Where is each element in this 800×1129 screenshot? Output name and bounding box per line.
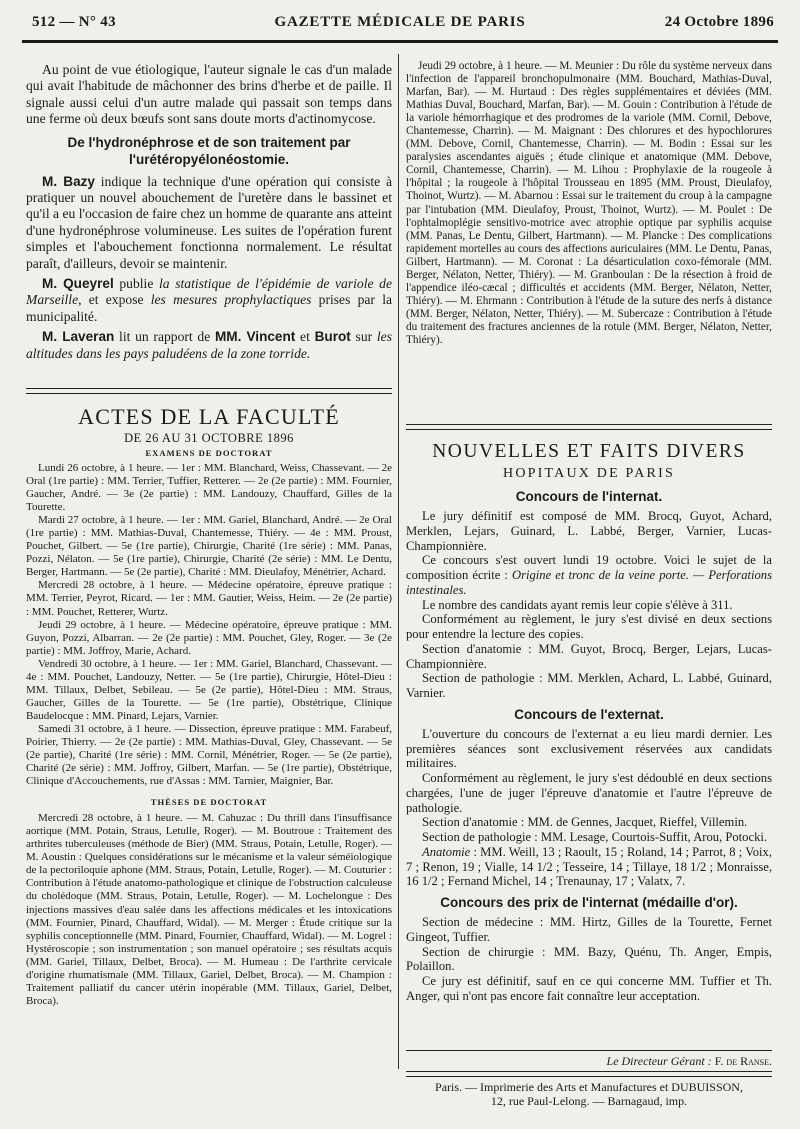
faculty-section <box>26 404 392 1008</box>
news-title: NOUVELLES ET FAITS DIVERS <box>432 441 746 462</box>
header-rule <box>22 40 778 43</box>
column-divider <box>398 54 399 1069</box>
etiology-paragraph: Au point de vue étiologique, l'auteur signale le cas d'un malade qui avait l'habitude de mâchonner des brins d'herbe et de paille. Il signale aussi celui d'un autre malade qui passait son temps dans une ferme où deux bœufs sont sans doute morts d'actinomycose. <box>26 62 392 127</box>
hospitals-subtitle: HOPITAUX DE PARIS <box>503 466 675 481</box>
journal-title: GAZETTE MÉDICALE DE PARIS <box>274 14 526 30</box>
page-header <box>26 8 774 34</box>
prix-heading: Concours des prix de l'internat (médaille d'or). <box>440 895 738 910</box>
exam-entry: Jeudi 29 octobre, à 1 heure. — Médecine opératoire, épreuve pratique : MM. Guyon, Pozzi, Albarran. — 2e (2e partie) : MM. Pouchet, Gley, Roger. — 3e (2e partie) : MM. Joffroy, Marie, Achard. <box>26 618 392 657</box>
exam-entry: Mercredi 28 octobre, à 1 heure. — Médecine opératoire, épreuve pratique : MM. Terrier, Peyrot, Ricard. — 1er : MM. Gautier, Weiss, Heim. — 2e (2e partie) : MM. Pouchet, Retterer, Wurtz. <box>26 579 392 618</box>
exam-entry: Samedi 31 octobre, à 1 heure. — Dissection, épreuve pratique : MM. Farabeuf, Poirier, Thierry. — 2e (2e partie) : MM. Mathias-Duval, Gley, Chassevant. — 5e (2e partie), Charité (1re série) : MM. Cornil, Ménétrier, Roger. — 5e (2e partie), Charité (2e série) : MM. Joffroy, Gilbert, Marfan. — 5e (1re partie), Obstétrique, Clinique d'Accouchements, rue d'Assas : MM. Tarnier, Maignier, Bar. <box>26 722 392 788</box>
hydronephrosis-heading: De l'hydronéphrose et de son traitement par l'urétéropyélonéostomie. <box>67 134 351 167</box>
theses-list <box>26 812 392 1008</box>
theses-entry: Mercredi 28 octobre, à 1 heure. — M. Cahuzac : Du thrill dans l'insuffisance aortique (MM. Potain, Straus, Letulle, Roger). — M. Boutroue : Traitement des arthrites tuberculeuses (méthode de Bier) (MM. Straus, Potain, Letulle, Roger). — M. Aoustin : Quelques considérations sur le mécanisme et la valeur séméiologique de la pectoriloquie aphone (MM. Straus, Potain, Letulle, Roger). — M. Couturier : Contribution à l'étude anatomo-pathologique et clinique de l'obstruction calculeuse du cholédoque (MM. Straus, Potain, Letulle, Roger). — M. Lochelongue : Des injections massives d'eau salée dans les affections médicales et les intoxications (MM. Fournier, Pinard, Chauffard, Widal). — M. Merger : Étude critique sur la syphilis conceptionnelle (MM. Pinard, Fournier, Chauffard, Widal). — M. Logrel : Hystéroscopie ; son instrumentation ; son manuel opératoire ; ses résultats acquis (MM. Gariel, Tillaux, Delbet, Broca). — M. Humeau : De l'arthrite cervicale d'origine rhumatismale (MM. Tillaux, Gariel, Delbet, Broca). — M. Champion : Traitement palliatif du cancer utérin inopérable (MM. Tillaux, Gariel, Delbet, Broca). <box>26 812 392 1007</box>
section-rule <box>406 424 772 430</box>
exams-subtitle: EXAMENS DE DOCTORAT <box>145 448 273 458</box>
author-name: M. Queyrel <box>42 276 114 292</box>
author-name: M. Laveran <box>42 329 115 345</box>
section-rule <box>26 388 392 394</box>
internat-body: Le jury définitif est composé de MM. Brocq, Guyot, Achard, Merklen, Lejars, Guinard, L. Labbé, Berger, Varnier, Lucas-Championnière. Ce concours s'est ouvert lundi 19 octobre. Voici le sujet de la composition écrite : Origine et tronc de la veine porte. — Perforations intestinales. Le nombre des candidats ayant remis leur copie s'élève à 311. Conformément au règlement, le jury s'est divisé en deux sections pour entendre la lecture des copies. Section d'anatomie : MM. Guyot, Brocq, Berger, Lejars, Lucas-Championnière. Section de pathologie : MM. Merklen, Achard, L. Labbé, Guinard, Varnier. <box>406 509 772 700</box>
issue-date: 24 Octobre 1896 <box>664 14 774 30</box>
queyrel-paragraph: M. Queyrel publie la statistique de l'épidémie de variole de Marseille, et expose les mesures prophylactiques prises par la municipalité. <box>26 276 392 324</box>
faculty-dates: DE 26 AU 31 OCTOBRE 1896 <box>124 431 294 445</box>
signature-rule <box>406 1050 772 1051</box>
footer-rule <box>406 1071 772 1077</box>
externat-body: L'ouverture du concours de l'externat a eu lieu mardi dernier. Les premières séances sont exclusivement réservées aux candidats militaires. Conformément au règlement, le jury s'est dédoublé en deux sections chargées, l'une de juger l'épreuve d'anatomie et l'autre l'épreuve de pathologie. Section d'anatomie : MM. de Gennes, Jacquet, Rieffel, Villemin. Section de pathologie : MM. Lesage, Courtois-Suffit, Arou, Potocki. Anatomie : MM. Weill, 13 ; Raoult, 15 ; Roland, 14 ; Parrot, 8 ; Voix, 7 ; Renon, 19 ; Vialle, 14 1/2 ; Tesseire, 14 ; Tillaye, 18 1/2 ; Monraisse, 16 1/2 ; Fernand Michel, 14 ; Trenaunay, 17 ; Valatx, 7. <box>406 726 772 889</box>
news-section <box>406 440 772 1004</box>
page-number: 512 — N° 43 <box>32 14 116 30</box>
printer-info: Paris. — Imprimerie des Arts et Manufactures et DUBUISSON, 12, rue Paul-Lelong. — Barnagaud, imp. <box>435 1080 743 1108</box>
theses-entry: Jeudi 29 octobre, à 1 heure. — M. Meunier : Du rôle du système nerveux dans l'infection de l'appareil bronchopulmonaire (MM. Bouchard, Mathias-Duval, Marfan, Bar). — M. Hurtaud : Des règles supplémentaires et déviées (MM. Mathias Duval, Bouchard, Marfan, Bar). — M. Gouin : Contribution à l'étude de la variole hémorrhagique et des prodromes de la variole (MM. Cornil, Debove, Chantemesse, Charrin). — M. Maignant : Des chlorures et des hypochlorures (MM. Debove, Cornil, Chantemesse, Charrin). — M. Bodin : Essai sur les paralysies ascendantes aiguës ; étude clinique et anatomique (MM. Debove, Cornil, Chantemesse, Charrin). — M. Lihou : Prophylaxie de la rougeole à l'hôpital ; la rougeole à l'hôpital Trousseau en 1895 (MM. Proust, Dieulafoy, Thoinot, Wurtz). — M. Abarnou : Essai sur le traitement du croup à la campagne par l'intubation (MM. Dieulafoy, Proust, Thoinot, Wurtz). — M. Poulet : De l'ophtalmoplégie sensitivo-motrice avec atrophie optique par syphilis acquise (MM. Panas, Le Dentu, Gilbert, Hartmann). — M. Plancke : Des complications rapidement mortelles au cours des affections auriculaires (MM. Le Dentu, Panas, Gilbert, Hartmann). — M. Coronat : La désarticulation coxo-fémorale (MM. Berger, Nélaton, Netter, Thiéry). — M. Granboulan : De la résection à froid de l'appendice iléo-cæcal ; difficultés et accidents (MM. Berger, Nélaton, Netter, Thiéry). — M. Ehrmann : Contribution à l'étude de la suture des nerfs à distance (MM. Berger, Nélaton, Netter, Thiéry). — M. Subercaze : Contribution à l'étude du traitement des fractures anciennes de la rotule (MM. Berger, Nélaton, Netter, Thiéry). <box>406 60 772 346</box>
theses-continued <box>406 60 772 347</box>
prix-body: Section de médecine : MM. Hirtz, Gilles de la Tourette, Fernet Gingeot, Tuffier. Section de chirurgie : MM. Bazy, Quénu, Th. Anger, Empis, Polaillon. Ce jury est définitif, sauf en ce qui concerne MM. Tuffier et Th. Anger, qui n'ont pas encore fait connaître leur acceptation. <box>406 915 772 1003</box>
theses-subtitle: THÈSES DE DOCTORAT <box>150 797 268 808</box>
internat-heading: Concours de l'internat. <box>515 489 663 504</box>
author-name: M. Bazy <box>42 173 95 189</box>
exam-list <box>26 462 392 788</box>
exam-entry: Lundi 26 octobre, à 1 heure. — 1er : MM. Blanchard, Weiss, Chassevant. — 2e Oral (1re partie) : MM. Terrier, Tuffier, Retterer. — 2e (2e partie) : MM. Fournier, Gaucher, André. — 3e (2e partie) : MM. Landouzy, Chauffard, Gilles de la Tourette. <box>26 462 392 514</box>
laveran-paragraph: M. Laveran lit un rapport de MM. Vincent et Burot sur les altitudes dans les pays paludéens de la zone torride. <box>26 329 392 361</box>
exam-entry: Vendredi 30 octobre, à 1 heure. — 1er : MM. Gariel, Blanchard, Chassevant. — 4e : MM. Pouchet, Landouzy, Netter. — 5e (1re partie), Chirurgie, Hôtel-Dieu : MM. Tillaux, Delbet, Sebileau. — 5e (2e partie), Hôtel-Dieu : MM. Straus, Gaucher, Gilles de la Tourette. — 5e (1re partie), Obstétrique, Clinique Baudelocque : MM. Pinard, Lejars, Varnier. <box>26 657 392 722</box>
director-signature: Le Directeur Gérant : F. de Ranse. <box>606 1054 772 1068</box>
exam-entry: Mardi 27 octobre, à 1 heure. — 1er : MM. Gariel, Blanchard, André. — 2e Oral (1re partie) : MM. Mathias-Duval, Chantemesse, Thiéry. — 4e : MM. Proust, Pouchet, Gilbert. — 5e (1re partie), Chirurgie, Charité (1re série) : MM. Panas, Pozzi, Nélaton. — 5e (1re partie), Chirurgie, Charité (2e série) : MM. Le Dentu, Berger, Hartmann. — 5e (2e partie), Charité : MM. Dieulafoy, Ménétrier, Achard. <box>26 514 392 579</box>
society-report <box>26 62 392 366</box>
bazy-paragraph: M. Bazy indique la technique d'une opération qui consiste à pratiquer un nouvel abouchement de l'uretère dans le bassinet et qu'il a eu l'occasion de faire chez un homme de quarante ans atteint d'une hydronéphrose volumineuse. Les suites de l'opération furent simples et l'abouchement fonctionna normalement. Le résultat paraît, d'ailleurs, devoir se maintenir. <box>26 173 392 271</box>
externat-heading: Concours de l'externat. <box>514 706 664 722</box>
faculty-title: ACTES DE LA FACULTÉ <box>78 404 340 429</box>
